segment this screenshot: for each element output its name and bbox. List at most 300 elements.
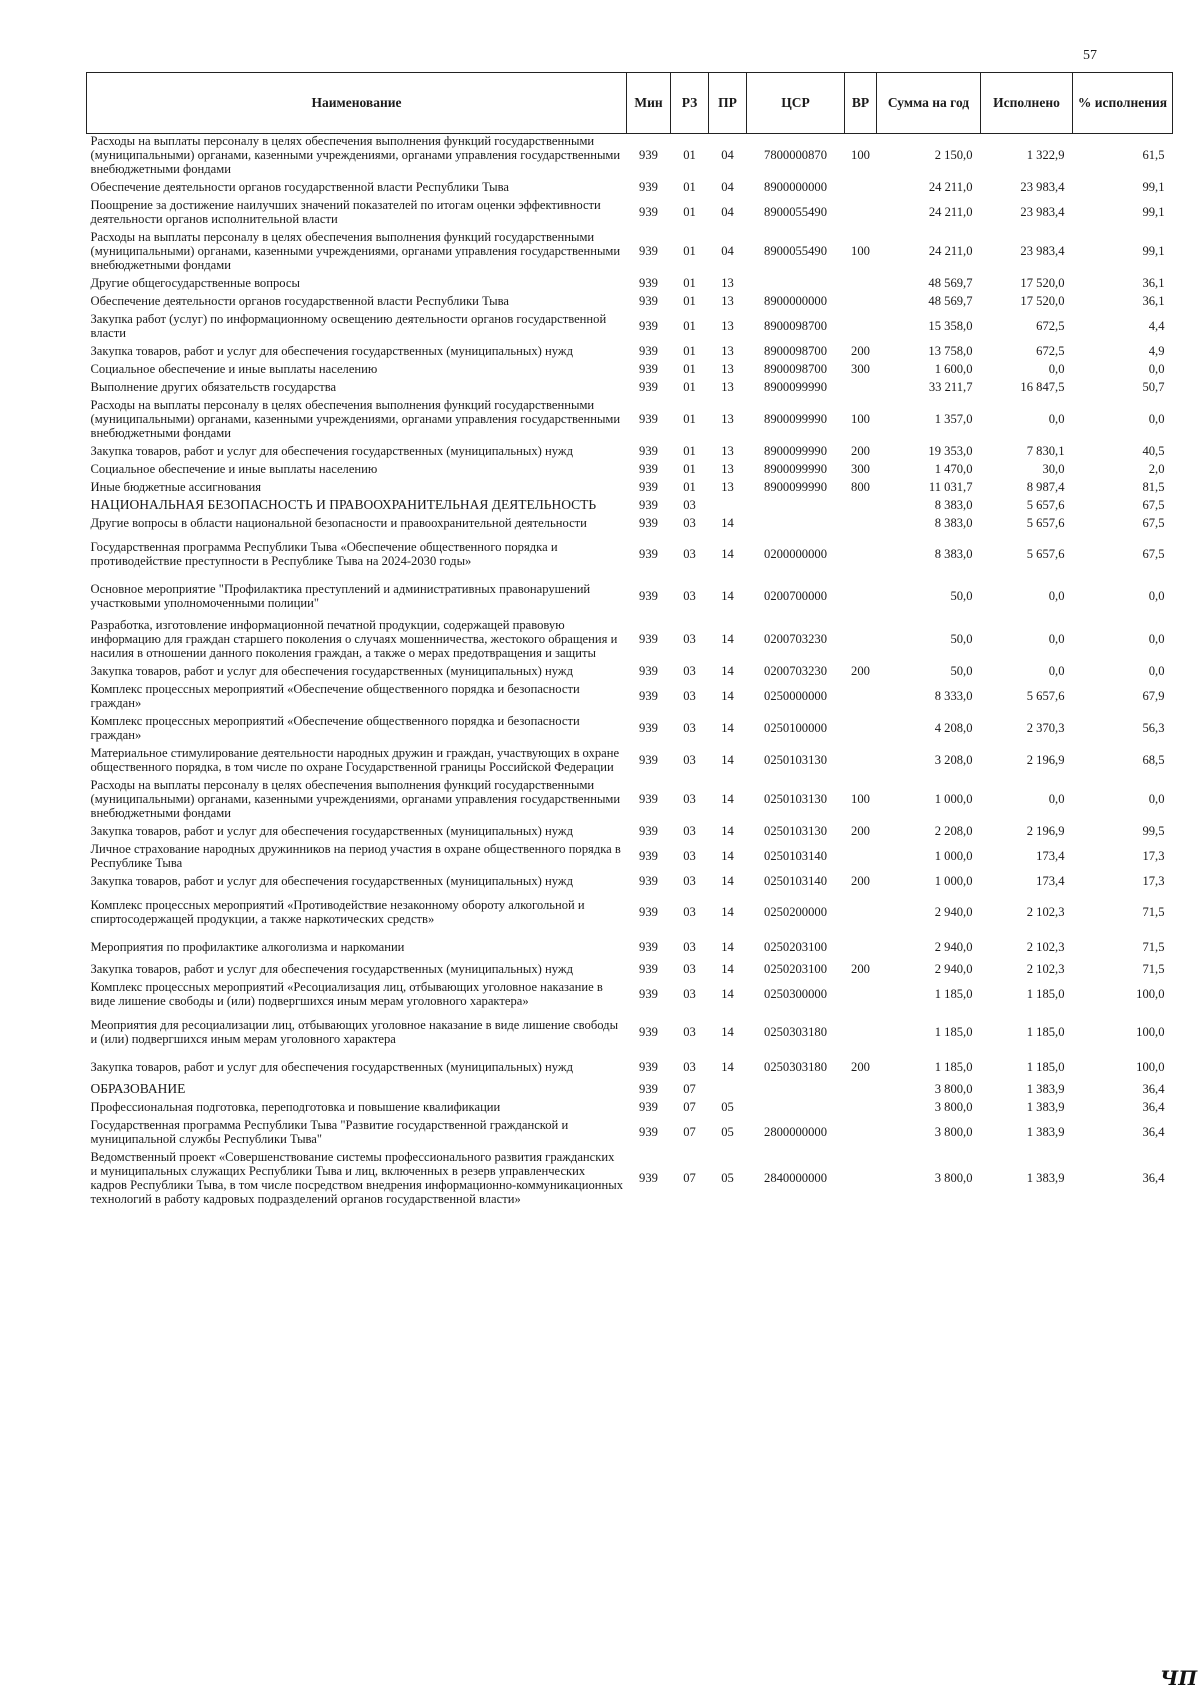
cell-min: 939 (639, 632, 658, 646)
table-row (87, 680, 1173, 712)
cell-done: 0,0 (1048, 412, 1065, 426)
cell-name: Социальное обеспечение и иные выплаты населению (90, 462, 378, 476)
cell-done: 2 102,3 (1026, 962, 1065, 976)
cell-done: 7 830,1 (1026, 444, 1065, 458)
cell-sum: 1 357,0 (934, 412, 973, 426)
cell-name: Закупка товаров, работ и услуг для обеспечения государственных (муниципальных) нужд (90, 824, 573, 838)
table-row (87, 662, 1173, 680)
cell-csr: 0250103140 (764, 874, 827, 888)
cell-csr: 7800000870 (764, 148, 827, 162)
table-row (87, 1098, 1173, 1116)
cell-csr: 8900098700 (764, 319, 827, 333)
cell-pct: 36,1 (1142, 276, 1165, 290)
cell-pct: 4,4 (1148, 319, 1165, 333)
cell-pct: 36,4 (1142, 1125, 1165, 1139)
cell-rz: 01 (683, 148, 696, 162)
budget-table (86, 72, 1173, 1208)
cell-rz: 07 (683, 1082, 696, 1096)
cell-csr: 0250100000 (764, 721, 827, 735)
cell-done: 2 196,9 (1026, 753, 1065, 767)
cell-done: 1 383,9 (1026, 1125, 1065, 1139)
cell-pct: 67,5 (1142, 547, 1165, 561)
cell-pct: 100,0 (1136, 1025, 1165, 1039)
cell-name: Закупка товаров, работ и услуг для обеспечения государственных (муниципальных) нужд (90, 1060, 573, 1074)
cell-vr: 200 (851, 1060, 870, 1074)
cell-rz: 03 (683, 940, 696, 954)
cell-done: 5 657,6 (1026, 498, 1065, 512)
cell-vr: 100 (851, 412, 870, 426)
cell-min: 939 (639, 940, 658, 954)
cell-min: 939 (639, 547, 658, 561)
table-row (87, 310, 1173, 342)
cell-rz: 03 (683, 589, 696, 603)
cell-done: 0,0 (1048, 362, 1065, 376)
cell-sum: 50,0 (950, 664, 973, 678)
cell-name: Обеспечение деятельности органов государственной власти Республики Тыва (90, 294, 509, 308)
cell-vr: 200 (851, 444, 870, 458)
cell-min: 939 (639, 462, 658, 476)
table-row (87, 1010, 1173, 1052)
cell-pct: 0,0 (1148, 362, 1165, 376)
cell-pr: 13 (721, 380, 734, 394)
cell-csr: 0200703230 (764, 664, 827, 678)
cell-done: 1 383,9 (1026, 1171, 1065, 1185)
table-body (87, 134, 1173, 1209)
cell-pct: 40,5 (1142, 444, 1165, 458)
cell-done: 1 383,9 (1026, 1100, 1065, 1114)
cell-pr: 14 (721, 1025, 734, 1039)
cell-csr: 0250200000 (764, 905, 827, 919)
table-row (87, 932, 1173, 960)
cell-name: Основное мероприятие "Профилактика преступлений и административных правонарушений участковыми уполномоченными полиции" (90, 582, 591, 610)
cell-name: Выполнение других обязательств государства (90, 380, 337, 394)
cell-name: Ведомственный проект «Совершенствование системы профессионального развития гражданских и муниципальных служащих Республики Тыва и лиц, включенных в резерв управленческих кадров Республики Тыва, в том числе посредством внедрения информационно-коммуникационных технологий в работу кадровых подразделений органов государственной власти» (90, 1150, 623, 1206)
cell-rz: 03 (683, 753, 696, 767)
cell-sum: 2 940,0 (934, 940, 973, 954)
cell-sum: 2 150,0 (934, 148, 973, 162)
table-row (87, 134, 1173, 179)
cell-csr: 0250203100 (764, 962, 827, 976)
cell-vr (845, 978, 877, 1010)
cell-done: 5 657,6 (1026, 689, 1065, 703)
cell-rz: 01 (683, 180, 696, 194)
cell-pct: 0,0 (1148, 589, 1165, 603)
cell-min: 939 (639, 294, 658, 308)
cell-name: Закупка работ (услуг) по информационному освещению деятельности органов государственной власти (90, 312, 607, 340)
cell-vr (845, 890, 877, 932)
cell-pr: 14 (721, 874, 734, 888)
cell-done: 0,0 (1048, 589, 1065, 603)
cell-csr: 8900098700 (764, 344, 827, 358)
table-row (87, 1148, 1173, 1208)
cell-vr (845, 840, 877, 872)
cell-min: 939 (639, 244, 658, 258)
cell-min: 939 (639, 664, 658, 678)
cell-rz: 07 (683, 1100, 696, 1114)
cell-pr: 14 (721, 632, 734, 646)
cell-done: 16 847,5 (1020, 380, 1065, 394)
cell-name: Меоприятия для ресоциализации лиц, отбывающих уголовное наказание в виде лишение свободы и (или) подвергшихся иным мерам уголовного характера (90, 1018, 619, 1046)
cell-min: 939 (639, 1025, 658, 1039)
cell-name: ОБРАЗОВАНИЕ (90, 1081, 186, 1096)
cell-name: Личное страхование народных дружинников на период участия в охране общественного порядка в Республике Тыва (90, 842, 621, 870)
cell-sum: 24 211,0 (928, 180, 973, 194)
cell-vr (845, 1080, 877, 1098)
cell-min: 939 (639, 205, 658, 219)
table-row (87, 872, 1173, 890)
cell-pr: 13 (721, 362, 734, 376)
cell-rz: 01 (683, 480, 696, 494)
cell-done: 5 657,6 (1026, 547, 1065, 561)
header-pr: ПР (709, 73, 747, 134)
cell-min: 939 (639, 962, 658, 976)
cell-vr: 300 (851, 362, 870, 376)
cell-sum: 8 333,0 (934, 689, 973, 703)
cell-csr: 8900000000 (764, 294, 827, 308)
cell-csr (747, 1080, 845, 1098)
signature: ЧП (1160, 1666, 1198, 1690)
cell-vr (845, 932, 877, 960)
cell-pr: 13 (721, 462, 734, 476)
cell-done: 0,0 (1048, 792, 1065, 806)
cell-sum: 1 185,0 (934, 1025, 973, 1039)
cell-name: Закупка товаров, работ и услуг для обеспечения государственных (муниципальных) нужд (90, 664, 573, 678)
cell-done: 2 196,9 (1026, 824, 1065, 838)
cell-vr: 200 (851, 664, 870, 678)
cell-pr (709, 1080, 747, 1098)
cell-done: 2 102,3 (1026, 940, 1065, 954)
cell-rz: 01 (683, 294, 696, 308)
cell-pct: 71,5 (1142, 940, 1165, 954)
cell-min: 939 (639, 1100, 658, 1114)
cell-name: Иные бюджетные ассигнования (90, 480, 262, 494)
cell-name: Закупка товаров, работ и услуг для обеспечения государственных (муниципальных) нужд (90, 344, 573, 358)
cell-pr: 14 (721, 689, 734, 703)
cell-vr (845, 514, 877, 532)
cell-pr: 14 (721, 753, 734, 767)
table-header-row (87, 73, 1173, 134)
cell-sum: 15 358,0 (928, 319, 973, 333)
cell-min: 939 (639, 498, 658, 512)
cell-pct: 99,1 (1142, 205, 1165, 219)
cell-vr (845, 1148, 877, 1208)
cell-done: 17 520,0 (1020, 294, 1065, 308)
header-csr: ЦСР (747, 73, 845, 134)
cell-done: 672,5 (1036, 344, 1065, 358)
table-row (87, 228, 1173, 274)
header-name: Наименование (87, 73, 627, 134)
cell-rz: 01 (683, 412, 696, 426)
cell-pct: 71,5 (1142, 905, 1165, 919)
cell-vr (845, 1116, 877, 1148)
cell-vr: 200 (851, 962, 870, 976)
cell-pct: 67,9 (1142, 689, 1165, 703)
cell-sum: 48 569,7 (928, 294, 973, 308)
cell-csr (747, 514, 845, 532)
cell-sum: 1 185,0 (934, 1060, 973, 1074)
cell-pr: 14 (721, 962, 734, 976)
cell-pct: 67,5 (1142, 516, 1165, 530)
table-row (87, 890, 1173, 932)
cell-done: 1 322,9 (1026, 148, 1065, 162)
cell-sum: 13 758,0 (928, 344, 973, 358)
cell-csr: 0250303180 (764, 1060, 827, 1074)
cell-sum: 1 000,0 (934, 792, 973, 806)
cell-min: 939 (639, 874, 658, 888)
cell-sum: 33 211,7 (928, 380, 973, 394)
page-number: 57 (1083, 48, 1097, 63)
cell-name: Комплекс процессных мероприятий «Ресоциализация лиц, отбывающих уголовное наказание в виде лишение свободы и (или) подвергшихся иным мерам уголовного характера» (90, 980, 603, 1008)
cell-pr: 14 (721, 721, 734, 735)
cell-name: Закупка товаров, работ и услуг для обеспечения государственных (муниципальных) нужд (90, 962, 573, 976)
cell-pct: 100,0 (1136, 1060, 1165, 1074)
cell-name: Другие общегосударственные вопросы (90, 276, 300, 290)
cell-csr (747, 274, 845, 292)
cell-name: Комплекс процессных мероприятий «Противодействие незаконному обороту алкогольной и спиртосодержащей продукции, а также наркотических средств» (90, 898, 585, 926)
cell-sum: 24 211,0 (928, 244, 973, 258)
cell-sum: 3 800,0 (934, 1100, 973, 1114)
cell-done: 5 657,6 (1026, 516, 1065, 530)
cell-name: Комплекс процессных мероприятий «Обеспечение общественного порядка и безопасности граждан» (90, 714, 580, 742)
cell-csr (747, 1098, 845, 1116)
cell-done: 2 370,3 (1026, 721, 1065, 735)
cell-pct: 100,0 (1136, 987, 1165, 1001)
cell-done: 672,5 (1036, 319, 1065, 333)
cell-pr: 14 (721, 905, 734, 919)
cell-vr: 100 (851, 244, 870, 258)
cell-vr (845, 292, 877, 310)
cell-pr: 14 (721, 849, 734, 863)
cell-pct: 36,4 (1142, 1171, 1165, 1185)
cell-csr: 8900099990 (764, 480, 827, 494)
table-row (87, 960, 1173, 978)
cell-name: Государственная программа Республики Тыва "Развитие государственной гражданской и муниципальной службы Республики Тыва" (90, 1118, 569, 1146)
table-row (87, 496, 1173, 514)
cell-rz: 03 (683, 516, 696, 530)
cell-min: 939 (639, 444, 658, 458)
cell-sum: 50,0 (950, 589, 973, 603)
cell-pr: 13 (721, 319, 734, 333)
cell-vr (845, 712, 877, 744)
cell-csr: 8900055490 (764, 205, 827, 219)
cell-min: 939 (639, 589, 658, 603)
cell-pr: 14 (721, 547, 734, 561)
cell-rz: 03 (683, 498, 696, 512)
header-vr: ВР (845, 73, 877, 134)
cell-vr (845, 496, 877, 514)
cell-done: 23 983,4 (1020, 244, 1065, 258)
cell-vr (845, 178, 877, 196)
cell-done: 1 185,0 (1026, 1060, 1065, 1074)
cell-pr: 04 (721, 180, 734, 194)
cell-min: 939 (639, 689, 658, 703)
cell-pct: 0,0 (1148, 632, 1165, 646)
cell-done: 0,0 (1048, 664, 1065, 678)
cell-rz: 01 (683, 444, 696, 458)
table-row (87, 616, 1173, 662)
cell-pr: 13 (721, 276, 734, 290)
cell-vr: 200 (851, 824, 870, 838)
table-row (87, 178, 1173, 196)
cell-min: 939 (639, 362, 658, 376)
cell-csr: 0200000000 (764, 547, 827, 561)
cell-pct: 0,0 (1148, 792, 1165, 806)
cell-name: Расходы на выплаты персоналу в целях обеспечения выполнения функций государственными (муниципальными) органами, казенными учреждениями, органами управления государственными внебюджетными фондами (90, 134, 621, 176)
cell-csr: 2800000000 (764, 1125, 827, 1139)
cell-rz: 01 (683, 362, 696, 376)
cell-name: Обеспечение деятельности органов государственной власти Республики Тыва (90, 180, 509, 194)
cell-sum: 8 383,0 (934, 547, 973, 561)
cell-min: 939 (639, 792, 658, 806)
cell-sum: 2 940,0 (934, 905, 973, 919)
cell-pct: 17,3 (1142, 849, 1165, 863)
cell-name: Расходы на выплаты персоналу в целях обеспечения выполнения функций государственными (муниципальными) органами, казенными учреждениями, органами управления государственными внебюджетными фондами (90, 778, 621, 820)
cell-rz: 01 (683, 319, 696, 333)
cell-pr: 13 (721, 294, 734, 308)
cell-rz: 07 (683, 1171, 696, 1185)
cell-rz: 01 (683, 462, 696, 476)
table-row (87, 574, 1173, 616)
cell-pct: 4,9 (1148, 344, 1165, 358)
cell-min: 939 (639, 180, 658, 194)
header-sum: Сумма на год (877, 73, 981, 134)
cell-sum: 1 185,0 (934, 987, 973, 1001)
cell-vr: 300 (851, 462, 870, 476)
cell-min: 939 (639, 276, 658, 290)
cell-sum: 24 211,0 (928, 205, 973, 219)
table-row (87, 460, 1173, 478)
cell-csr: 0250103140 (764, 849, 827, 863)
cell-rz: 01 (683, 344, 696, 358)
cell-done: 23 983,4 (1020, 205, 1065, 219)
header-done: Исполнено (981, 73, 1073, 134)
cell-min: 939 (639, 1125, 658, 1139)
cell-rz: 03 (683, 792, 696, 806)
cell-pr (709, 496, 747, 514)
cell-rz: 03 (683, 824, 696, 838)
cell-csr: 2840000000 (764, 1171, 827, 1185)
cell-pct: 0,0 (1148, 664, 1165, 678)
cell-sum: 1 600,0 (934, 362, 973, 376)
cell-vr (845, 310, 877, 342)
cell-pr: 14 (721, 792, 734, 806)
cell-pr: 14 (721, 516, 734, 530)
cell-vr (845, 744, 877, 776)
header-min: Мин (627, 73, 671, 134)
cell-done: 1 185,0 (1026, 987, 1065, 1001)
cell-pr: 14 (721, 589, 734, 603)
cell-min: 939 (639, 1082, 658, 1096)
cell-name: Мероприятия по профилактике алкоголизма и наркомании (90, 940, 405, 954)
cell-sum: 2 208,0 (934, 824, 973, 838)
table-row (87, 292, 1173, 310)
cell-pct: 67,5 (1142, 498, 1165, 512)
cell-sum: 50,0 (950, 632, 973, 646)
table-row (87, 396, 1173, 442)
cell-min: 939 (639, 516, 658, 530)
cell-csr: 0250103130 (764, 824, 827, 838)
cell-csr: 0250300000 (764, 987, 827, 1001)
cell-pr: 14 (721, 664, 734, 678)
cell-pr: 13 (721, 444, 734, 458)
cell-pr: 04 (721, 148, 734, 162)
cell-rz: 01 (683, 276, 696, 290)
table-row (87, 744, 1173, 776)
cell-name: Материальное стимулирование деятельности народных дружин и граждан, участвующих в охране общественного порядка, в том числе по охране Государственной границы Российской Федерации (90, 746, 620, 774)
cell-sum: 8 383,0 (934, 516, 973, 530)
cell-pct: 99,5 (1142, 824, 1165, 838)
cell-pct: 36,4 (1142, 1100, 1165, 1114)
cell-min: 939 (639, 849, 658, 863)
cell-min: 939 (639, 148, 658, 162)
cell-done: 0,0 (1048, 632, 1065, 646)
cell-pct: 36,4 (1142, 1082, 1165, 1096)
cell-vr (845, 1010, 877, 1052)
cell-pr: 04 (721, 205, 734, 219)
cell-name: Другие вопросы в области национальной безопасности и правоохранительной деятельности (90, 516, 587, 530)
cell-sum: 3 800,0 (934, 1125, 973, 1139)
cell-csr (747, 496, 845, 514)
cell-min: 939 (639, 412, 658, 426)
cell-name: Комплекс процессных мероприятий «Обеспечение общественного порядка и безопасности граждан» (90, 682, 580, 710)
cell-rz: 03 (683, 632, 696, 646)
cell-rz: 03 (683, 849, 696, 863)
cell-pct: 99,1 (1142, 180, 1165, 194)
cell-min: 939 (639, 824, 658, 838)
table-row (87, 776, 1173, 822)
cell-pct: 56,3 (1142, 721, 1165, 735)
cell-vr: 200 (851, 874, 870, 888)
cell-pct: 0,0 (1148, 412, 1165, 426)
cell-pct: 71,5 (1142, 962, 1165, 976)
cell-pct: 68,5 (1142, 753, 1165, 767)
cell-vr (845, 532, 877, 574)
cell-csr: 8900098700 (764, 362, 827, 376)
cell-csr: 0200703230 (764, 632, 827, 646)
cell-rz: 03 (683, 874, 696, 888)
cell-done: 1 185,0 (1026, 1025, 1065, 1039)
cell-csr: 0250203100 (764, 940, 827, 954)
cell-sum: 3 800,0 (934, 1082, 973, 1096)
cell-sum: 8 383,0 (934, 498, 973, 512)
cell-csr: 8900099990 (764, 380, 827, 394)
cell-csr: 0250000000 (764, 689, 827, 703)
cell-name: Расходы на выплаты персоналу в целях обеспечения выполнения функций государственными (муниципальными) органами, казенными учреждениями, органами управления государственными внебюджетными фондами (90, 230, 621, 272)
cell-pr: 14 (721, 940, 734, 954)
table-row (87, 478, 1173, 496)
cell-pr: 05 (721, 1171, 734, 1185)
cell-min: 939 (639, 480, 658, 494)
header-pct: % исполнения (1073, 73, 1173, 134)
cell-sum: 1 000,0 (934, 849, 973, 863)
cell-name: Государственная программа Республики Тыва «Обеспечение общественного порядка и противодействие преступности в Республике Тыва на 2024-2030 годы» (90, 540, 558, 568)
cell-pr: 13 (721, 412, 734, 426)
cell-name: НАЦИОНАЛЬНАЯ БЕЗОПАСНОСТЬ И ПРАВООХРАНИТЕЛЬНАЯ ДЕЯТЕЛЬНОСТЬ (90, 497, 597, 512)
cell-sum: 2 940,0 (934, 962, 973, 976)
cell-pr: 14 (721, 824, 734, 838)
cell-rz: 03 (683, 905, 696, 919)
cell-csr: 0250303180 (764, 1025, 827, 1039)
cell-sum: 48 569,7 (928, 276, 973, 290)
cell-vr: 100 (851, 792, 870, 806)
cell-csr: 8900099990 (764, 412, 827, 426)
table-row (87, 274, 1173, 292)
cell-vr: 100 (851, 148, 870, 162)
cell-pct: 99,1 (1142, 244, 1165, 258)
table-row (87, 360, 1173, 378)
cell-rz: 03 (683, 721, 696, 735)
cell-min: 939 (639, 380, 658, 394)
